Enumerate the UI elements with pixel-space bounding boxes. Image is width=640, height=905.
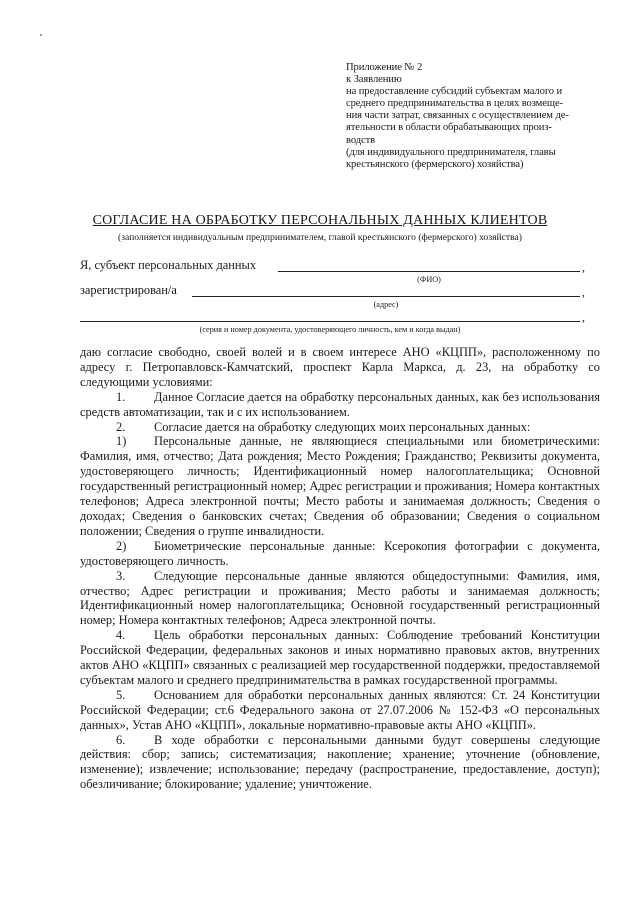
item-number: 4. [116, 628, 126, 643]
item-number: 3. [116, 568, 126, 583]
item-text: Основанием для обработки персональных данных являются: Ст. 24 Конституции Российской Федерации; ст.6 Федерального закона от 27.07.2006 № 152-ФЗ «О персональных данных», Устав АНО «КЦПП», локальные нормативно-правовые акты АНО «КЦПП». [80, 687, 600, 732]
scan-speck [40, 34, 42, 36]
consent-item [80, 420, 600, 435]
item-text: Цель обработки персональных данных: Соблюдение требований Конституции Российской Федерации, федеральных законов и иных нормативно правовых актов, внутренних актов АНО «КЦПП» связанных с реализацией мер государственной поддержки, предоставляемой субъектам малого и среднего предпринимательства в рамках государственной программы. [80, 628, 600, 687]
address-field[interactable] [192, 296, 580, 297]
document-field[interactable] [80, 321, 580, 322]
item-text: Данное Согласие дается на обработку персональных данных, как без использования средств автоматизации, так и с их использованием. [80, 389, 600, 419]
annex-line: на предоставление субсидий субъектам малого и [346, 86, 563, 98]
annex-line: крестьянского (фермерского) хозяйства) [346, 158, 524, 170]
annex-line: ния части затрат, связанных с осуществлением де- [346, 110, 569, 122]
consent-item [80, 628, 600, 688]
item-text: Следующие персональные данные являются общедоступными: Фамилия, имя, отчество; Адрес регистрации и проживания; Место работы и занимаемая должность; Идентификационный номер налогоплательщика; Основной государственный регистрационный номер; Номера контактных телефонов; Адреса электронной почты. [80, 568, 600, 628]
item-number: 2) [116, 538, 127, 553]
annex-line: к Заявлению [346, 74, 402, 86]
address-comma: , [582, 285, 585, 299]
consent-intro: даю согласие свободно, своей волей и в своем интересе АНО «КЦПП», расположенному по адресу г. Петропавловск-Камчатский, проспект Карла Маркса, д. 23, на обработку со следующими условиями: [80, 345, 600, 389]
consent-item [80, 434, 600, 538]
item-number: 6. [116, 732, 126, 747]
document-title: СОГЛАСИЕ НА ОБРАБОТКУ ПЕРСОНАЛЬНЫХ ДАННЫХ КЛИЕНТОВ [92, 213, 548, 228]
document-title-wrap [0, 213, 640, 229]
consent-item [80, 539, 600, 569]
annex-line: (для индивидуального предпринимателя, главы [346, 146, 556, 158]
consent-item [80, 569, 600, 629]
fio-comma: , [582, 260, 585, 274]
subject-label: Я, субъект персональных данных [80, 258, 257, 272]
fio-field[interactable] [278, 271, 580, 272]
item-number: 2. [116, 419, 126, 434]
item-number: 1) [116, 434, 127, 449]
consent-item [80, 390, 600, 420]
document-caption: (серия и номер документа, удостоверяющего личность, кем и когда выдан) [199, 325, 461, 334]
annex-header [346, 62, 608, 171]
registered-label: зарегистрирован/а [80, 283, 177, 297]
consent-item [80, 688, 600, 733]
annex-line: ятельности в области обрабатывающих произ- [346, 122, 552, 134]
item-text: Биометрические персональные данные: Ксерокопия фотографии с документа, удостоверяющего личность. [80, 538, 600, 568]
item-text: В ходе обработки с персональными данными будут совершены следующие действия: сбор; запись; систематизация; накопление; хранение; уточнение (обновление, изменение); извлечение; использование; передачу (распространение, предоставление, доступ); обезличивание; блокирование; удаление; уничтожение. [80, 732, 600, 792]
document-subtitle: (заполняется индивидуальным предпринимателем, главой крестьянского (фермерского) хозяйства) [118, 232, 522, 243]
item-text: Персональные данные, не являющиеся специальными или биометрическими: Фамилия, имя, отчество; Дата рождения; Место Рождения; Гражданство; Реквизиты документа, удостоверяющего личность; Идентификационный номер налогоплательщика; Основной государственный регистрационный номер; Адрес регистрации и проживания; Номера контактных телефонов; Адреса электронной почты; Место работы и занимаемая должность; Сведения о доходах; Сведения о банковских счетах; Сведения об образовании; Сведения о социальном положении; Сведения о группе инвалидности. [80, 434, 600, 538]
address-caption: (адрес) [373, 300, 399, 309]
item-number: 1. [116, 389, 126, 404]
consent-item [80, 733, 600, 793]
annex-line: водств [346, 134, 376, 146]
consent-body [80, 345, 600, 792]
annex-line: среднего предпринимательства в целях возмеще- [346, 98, 563, 110]
fio-caption: (ФИО) [417, 275, 441, 284]
item-text: Согласие дается на обработку следующих моих персональных данных: [154, 419, 531, 434]
annex-line: Приложение № 2 [346, 62, 423, 73]
document-comma: , [582, 310, 585, 324]
item-number: 5. [116, 687, 126, 702]
